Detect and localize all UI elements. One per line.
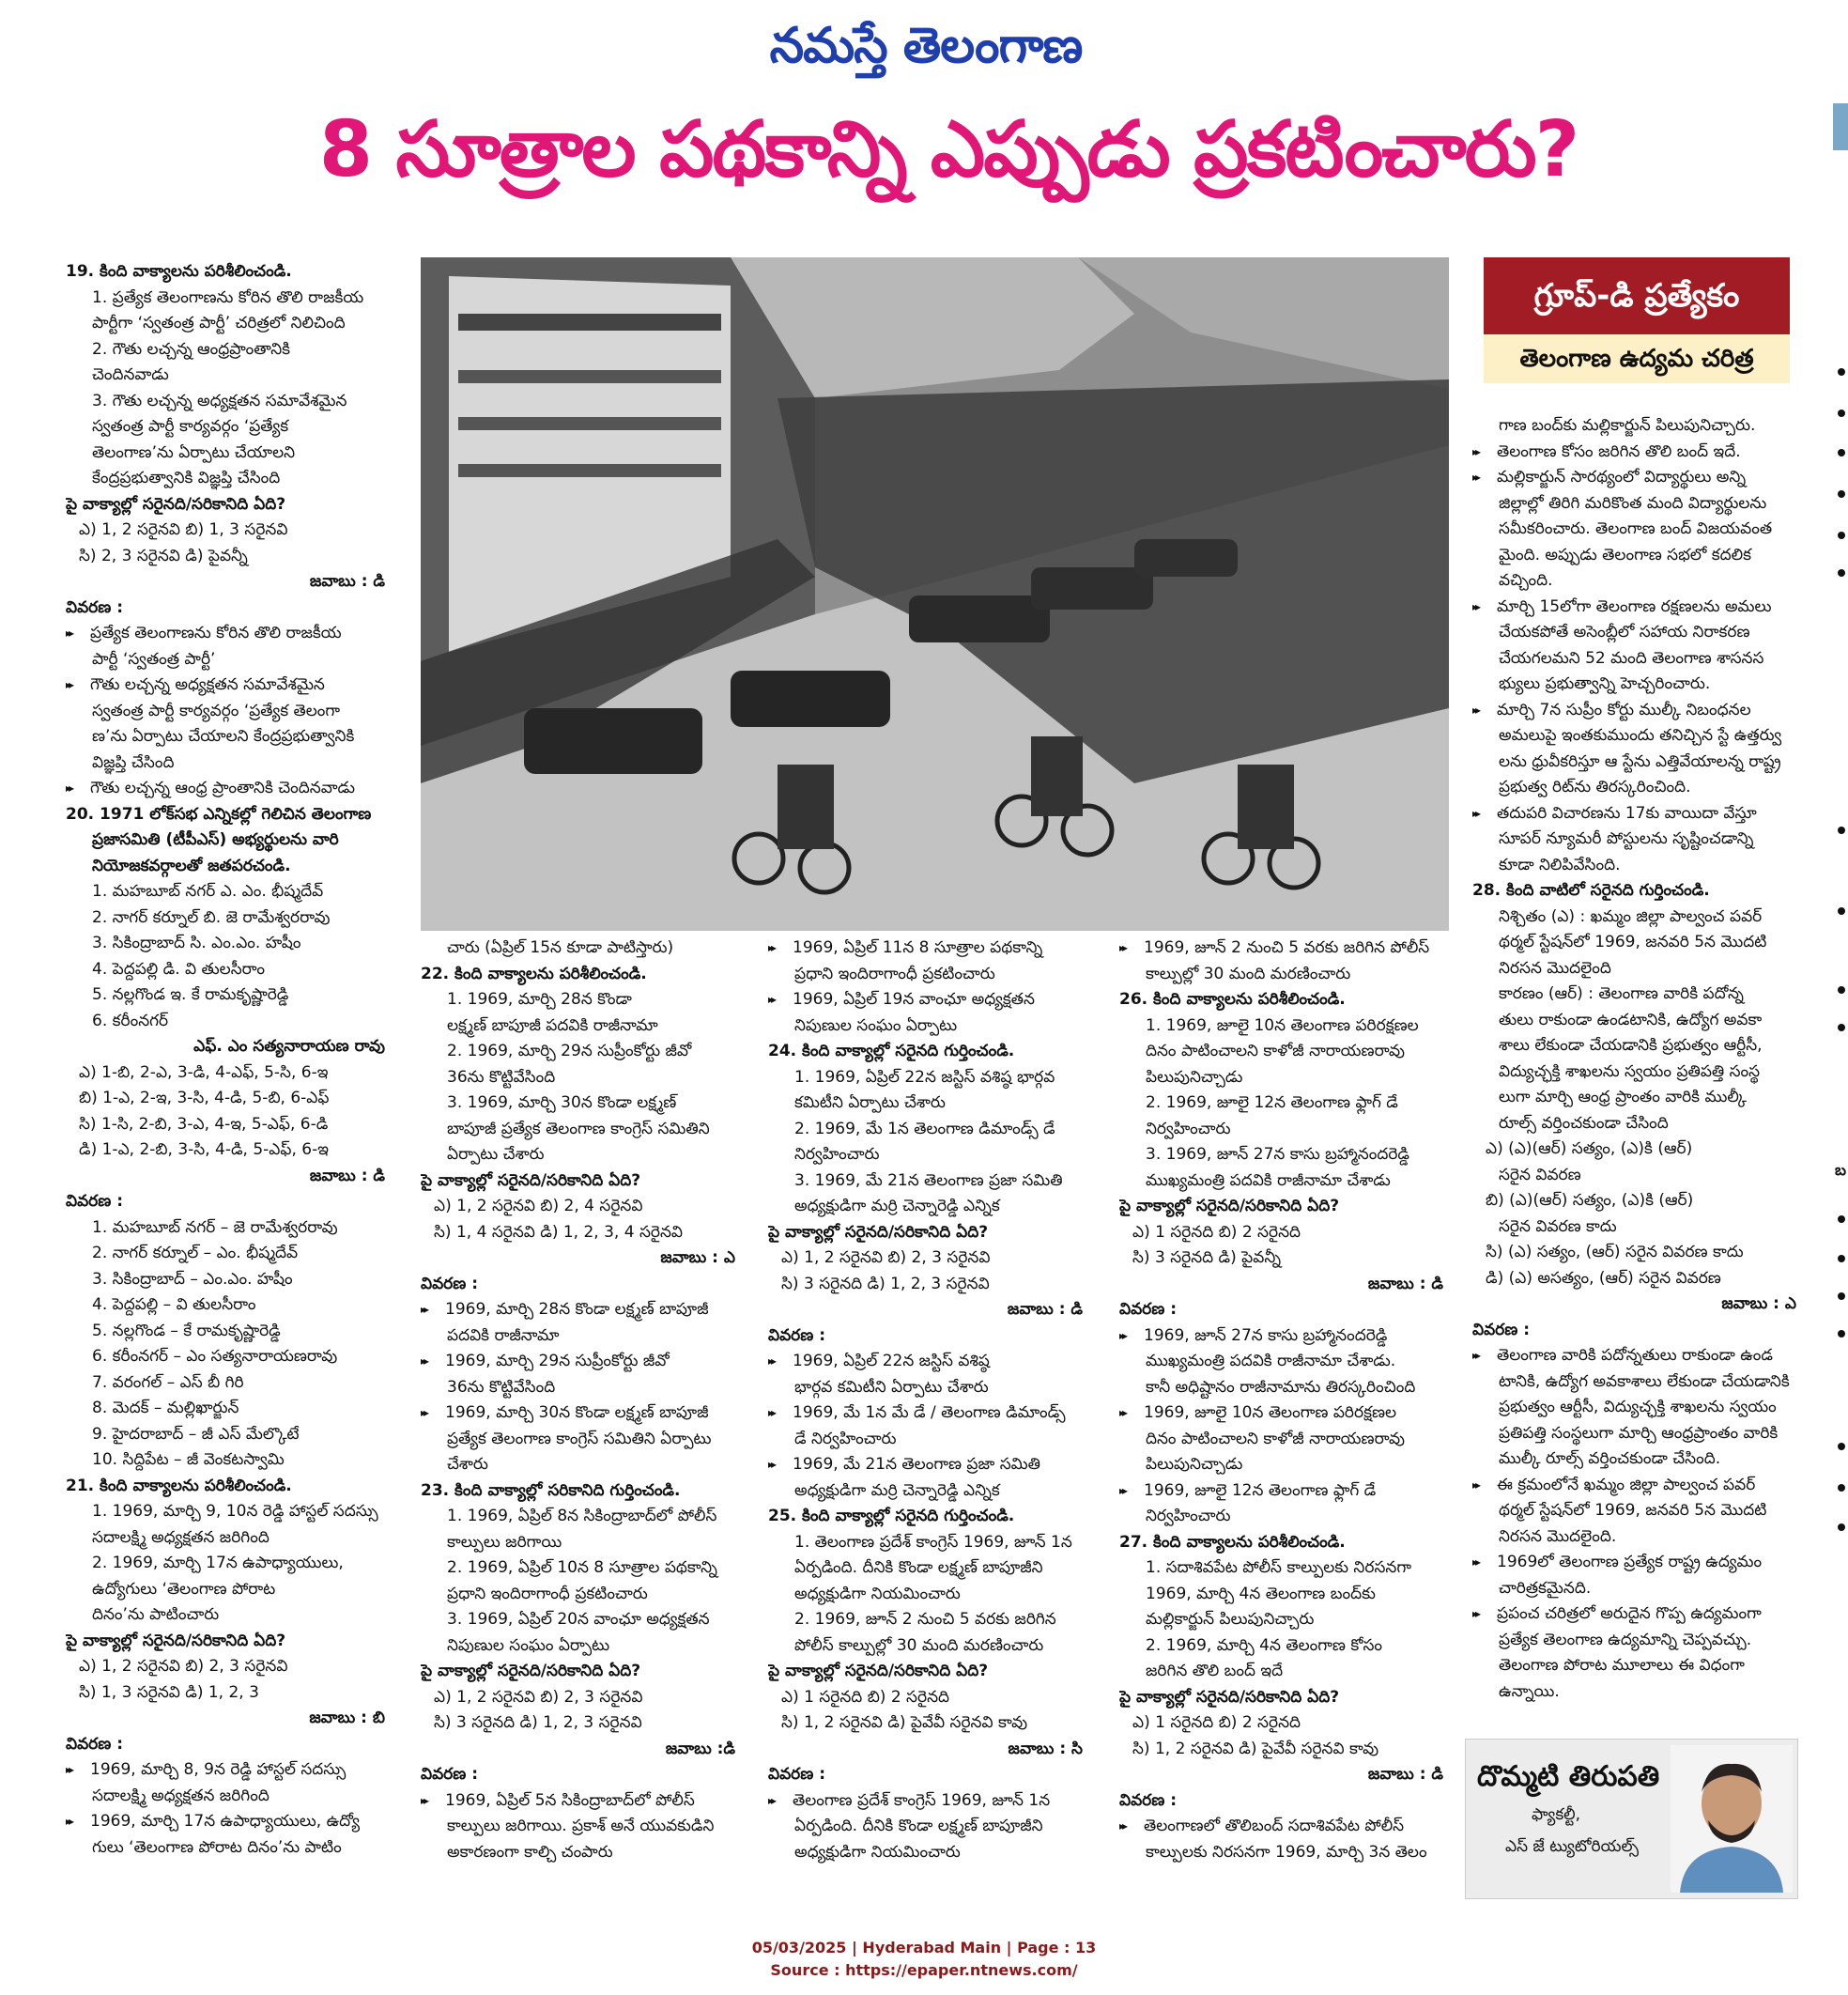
text-line: కాల్పుల్లో 30 మంది మరణించారు	[1146, 964, 1351, 983]
text-line: చెందినవాడు	[92, 365, 169, 384]
text-line: ప్రధాని ఇందిరాగాంధీ ప్రకటించారు	[794, 964, 995, 983]
text-line: ▸▸ గౌతు లచ్చన్న ఆంధ్ర ప్రాంతానికి చెందినవాడు	[66, 776, 394, 802]
text-line: ▸▸ 1969, జూన్‌ 27న కాసు బ్రహ్మానందరెడ్డి	[1119, 1323, 1453, 1350]
text-line: నిరసన మొదలైంది.	[1499, 1526, 1617, 1546]
text-line: ▸▸ 1969, మార్చి 8, 9న రెడ్డి హాస్టల్‌ సదస్సు	[66, 1757, 394, 1784]
text-line: అమలుపై ఇంతకుముందు తనిచ్చిన స్టే ఉత్తర్వు	[1499, 726, 1782, 745]
text-line: వివరణ :	[66, 1192, 124, 1211]
text-line: నిర్వహించారు	[1146, 1507, 1231, 1525]
footer-date-edition: 05/03/2025 | Hyderabad Main | Page : 13	[751, 1939, 1097, 1956]
text-line: 2. గౌతు లచ్చన్న ఆంధ్రప్రాంతానికి	[92, 339, 291, 359]
author-institute: ఎస్‌ జే ట్యుటోరియల్స్‌	[1505, 1837, 1640, 1856]
footer-source: Source : https://epaper.ntnews.com/	[770, 1961, 1078, 1979]
text-line: జిల్లాల్లో తిరిగి మరికొంత మంది విద్యార్థులను	[1499, 493, 1767, 513]
text-line: సి) 1, 2 సరైనవి డి) పైవేవీ సరైనవి కావు	[1132, 1739, 1379, 1758]
text-line: పై వాక్యాల్లో సరైనది/సరికానిది ఏది?	[768, 1222, 989, 1242]
text-line: విద్యుచ్ఛక్తి శాఖలను స్వయం ప్రతిపత్తి సంస్థ	[1499, 1061, 1761, 1081]
text-line: జవాబు : ఎ	[1721, 1294, 1796, 1313]
edge-bullet	[1838, 1523, 1845, 1531]
text-line: ▸▸ ప్రపంచ చరిత్రలో అరుదైన గొప్ప ఉద్యమంగా	[1472, 1601, 1806, 1628]
text-line: 5. నల్లగొండ ఇ. కే రామకృష్ణారెడ్డి	[92, 985, 289, 1004]
text-line: పోలీస్‌ కాల్పుల్లో 30 మంది మరణించారు	[794, 1635, 1044, 1655]
text-line: విజ్ఞప్తి చేసింది	[92, 752, 175, 772]
text-line: అధ్యక్షుడిగా నియమించారు	[794, 1842, 961, 1862]
text-line: 5. నల్లగొండ – కే రామకృష్ణారెడ్డి	[92, 1321, 281, 1340]
text-line: ▸▸ 1969, మార్చి 30న కొండా లక్ష్మణ్‌ బాపూజీ	[421, 1400, 745, 1427]
text-line: జరిగిన తొలి బంద్‌ ఇదే	[1146, 1662, 1284, 1680]
text-line: ▸▸ 1969, ఏప్రిల్‌ 19న వాంఛూ అధ్యక్షతన	[768, 987, 1092, 1013]
edge-bullet	[1838, 1443, 1845, 1450]
edge-bullet	[1838, 490, 1845, 498]
text-line: ముల్కీ రూల్స్‌ వర్తించకుండా చేసింది.	[1499, 1449, 1721, 1468]
text-line: 1. తెలంగాణ ప్రదేశ్‌ కాంగ్రెస్‌ 1969, జూన్‌ 1న	[794, 1532, 1072, 1552]
text-line: చేశారు	[447, 1455, 488, 1474]
text-line: జవాబు : డి	[309, 1166, 385, 1185]
text-line: జవాబు : సి	[1008, 1739, 1083, 1758]
text-line: 3. సికింద్రాబాద్‌ సి. ఎం.ఎం. హషీం	[92, 934, 301, 952]
column-1	[66, 259, 394, 1861]
text-line: అధ్యక్షుడిగా మర్రి చెన్నారెడ్డి ఎన్నిక	[794, 1480, 1000, 1500]
text-line: ఉన్నాయి.	[1499, 1681, 1560, 1701]
author-box	[1465, 1739, 1798, 1899]
text-line: కానీ అధిష్టానం రాజీనామాను తిరస్కరించింది	[1146, 1377, 1416, 1397]
text-line: నిపుణుల సంఘం ఏర్పాటు	[447, 1635, 610, 1655]
page-footer	[0, 1937, 1848, 1982]
edge-bullet	[1838, 569, 1845, 577]
text-line: ప్రత్యేక తెలంగాణ ఉద్యమాన్ని చెప్పవచ్చు.	[1499, 1630, 1752, 1649]
text-line: దినం పాటించాలని కాళోజీ నారాయణరావు	[1146, 1042, 1405, 1060]
text-line: ▸▸ 1969, జూలై 10న తెలంగాణ పరిరక్షణల	[1119, 1400, 1453, 1427]
edge-bullet	[1838, 410, 1845, 417]
text-line: ఎఫ్‌. ఎం సత్యనారాయణ రావు	[193, 1037, 385, 1056]
text-line: 3. గౌతు లచ్చన్న అధ్యక్షతన సమావేశమైన	[92, 391, 347, 410]
text-line: ఏర్పడింది. దీనికి కొండా లక్ష్మణ్‌ బాపూజీని	[794, 1558, 1043, 1577]
text-line: సి) 2, 3 సరైనవి డి) పైవన్నీ	[79, 546, 248, 565]
text-line: 2. 1969, జూన్‌ 2 నుంచి 5 వరకు జరిగిన	[794, 1610, 1056, 1629]
text-line: 1. ప్రత్యేక తెలంగాణను కోరిన తొలి రాజకీయ	[92, 287, 364, 307]
text-line: ఎ) (ఎ)(ఆర్‌) సత్యం, (ఎ)కి (ఆర్‌)	[1486, 1139, 1693, 1158]
text-line: మైంది. అప్పుడు తెలంగాణ సభలో కదలిక	[1499, 545, 1751, 564]
text-line: సి) (ఎ) సత్యం, (ఆర్‌) సరైన వివరణ కాదు	[1486, 1243, 1744, 1261]
text-line: దినం పాటించాలని కాళోజీ నారాయణరావు	[1146, 1429, 1405, 1448]
text-line: ఉద్యోగులు ‘తెలంగాణ పోరాట	[92, 1579, 276, 1599]
text-line: చేయకపోతే అసెంబ్లీలో సహాయ నిరాకరణ	[1499, 623, 1750, 642]
text-line: 1. 1969, మార్చి 28న కొండా	[447, 990, 632, 1009]
text-line: జవాబు : డి	[1367, 1274, 1443, 1293]
text-line: చేయగలమని 52 మంది తెలంగాణ శాసనస	[1499, 648, 1764, 668]
text-line: వివరణ :	[421, 1274, 479, 1293]
text-line: 2. నాగర్‌ కర్నూల్‌ బి. జె రామేశ్వరరావు	[92, 907, 331, 927]
text-line: నిరసన మొదలైంది	[1499, 958, 1611, 978]
text-line: 1. 1969, ఏప్రిల్‌ 8న సికింద్రాబాద్‌లో పోలీస్‌	[447, 1507, 717, 1525]
edge-bullet	[1838, 1330, 1845, 1338]
text-line: 1969, మార్చి 4న తెలంగాణ బంద్‌కు	[1146, 1584, 1376, 1603]
text-line: ఎ) 1, 2 సరైనవి బి) 1, 3 సరైనవి	[79, 520, 288, 539]
text-line: నిర్వహించారు	[794, 1145, 880, 1164]
text-line: ఎ) 1 సరైనది బి) 2 సరైనది	[1132, 1222, 1301, 1242]
text-line: కాల్పులు జరిగాయి. ప్రకాశ్‌ అనే యువకుడిని	[447, 1817, 715, 1835]
text-line: బి) (ఎ)(ఆర్‌) సత్యం, (ఎ)కి (ఆర్‌)	[1486, 1191, 1694, 1210]
text-line: పిలుపునిచ్చాడు	[1146, 1067, 1243, 1087]
text-line: నిపుణుల సంఘం ఏర్పాటు	[794, 1015, 958, 1035]
text-line: 2. 1969, మార్చి 29న సుప్రీంకోర్టు జీవో	[447, 1042, 692, 1060]
text-line: ▸▸ 1969, జూన్‌ 2 నుంచి 5 వరకు జరిగిన పోలీస్‌	[1119, 936, 1453, 962]
text-line: జవాబు : డి	[1367, 1765, 1443, 1784]
text-line: ▸▸ తెలంగాణ కోసం జరిగిన తొలి బంద్‌ ఇదే.	[1472, 440, 1806, 466]
text-line: సి) 3 సరైనది డి) 1, 2, 3 సరైనవి	[781, 1274, 990, 1293]
text-line: ▸▸ మార్చి 15లోగా తెలంగాణ రక్షణలను అమలు	[1472, 595, 1806, 621]
text-line: డి) 1-ఎ, 2-బి, 3-సి, 4-డి, 5-ఎఫ్‌, 6-ఇ	[79, 1140, 329, 1159]
text-line: వివరణ :	[768, 1325, 826, 1345]
text-line: పార్టీగా ‘స్వతంత్ర పార్టీ’ చరిత్రలో నిలిచింది	[92, 314, 346, 332]
text-line: బాపూజీ ప్రత్యేక తెలంగాణ కాంగ్రెస్‌ సమితిని	[447, 1119, 710, 1138]
text-line: భ్యులు ప్రభుత్వాన్ని హెచ్చరించారు.	[1499, 674, 1711, 693]
text-line: ▸▸ తెలంగాణ ప్రదేశ్‌ కాంగ్రెస్‌ 1969, జూన్‌ 1న	[768, 1788, 1092, 1815]
text-line: పిలుపునిచ్చాడు	[1146, 1455, 1243, 1474]
text-line: శాలు లేకుండా చేయడానికి ప్రభుత్వం ఆర్టీసీ,	[1499, 1036, 1763, 1055]
text-line: ▸▸ 1969, మార్చి 29న సుప్రీంకోర్టు జీవో	[421, 1349, 745, 1375]
text-line: 23. కింది వాక్యాల్లో సరికానిది గుర్తించండి.	[421, 1480, 681, 1500]
text-line: 21. కింది వాక్యాలను పరిశీలించండి.	[66, 1476, 292, 1495]
text-line: ▸▸ మార్చి 7న సుప్రీం కోర్టు ముల్కీ నిబంధనల	[1472, 698, 1806, 724]
text-line: 1. మహబూబ్‌ నగర్‌ ఎ. ఎం. భీష్మదేవ్‌	[92, 882, 324, 901]
text-line: కమిటీని ఏర్పాటు చేశారు	[794, 1093, 946, 1112]
edge-bullet	[1838, 449, 1845, 456]
text-line: ఎ) 1 సరైనది బి) 2 సరైనది	[781, 1687, 950, 1707]
edge-text-fragment: బ	[1835, 1161, 1847, 1179]
text-line: చారు (ఏప్రిల్‌ 15న కూడా పాటిస్తారు)	[447, 938, 674, 957]
text-line: జవాబు :డి	[665, 1739, 735, 1758]
text-line: డే నిర్వహించారు	[794, 1429, 897, 1448]
text-line: సమీకరించారు. తెలంగాణ బంద్‌ విజయవంత	[1499, 519, 1773, 538]
text-line: 9. హైదరాబాద్‌ – జీ ఎస్‌ మేల్కొటే	[92, 1424, 300, 1444]
author-role: ఫ్యాకల్టీ,	[1532, 1805, 1581, 1824]
text-line: పై వాక్యాల్లో సరైనది/సరికానిది ఏది?	[1119, 1687, 1340, 1707]
edge-bullet	[1838, 1484, 1845, 1492]
edge-bullet	[1838, 1215, 1845, 1223]
text-line: 19. కింది వాక్యాలను పరిశీలించండి.	[66, 262, 292, 281]
author-photo	[1671, 1745, 1793, 1893]
text-line: 27. కింది వాక్యాలను పరిశీలించండి.	[1119, 1532, 1346, 1552]
edge-bullet	[1838, 986, 1845, 994]
text-line: పార్టీ ‘స్వతంత్ర పార్టీ’	[92, 649, 216, 669]
text-line: 36ను కొట్టివేసింది	[447, 1377, 556, 1397]
text-line: గులు ‘తెలంగాణ పోరాట దినం’ను పాటిం	[92, 1837, 342, 1857]
text-line: 2. 1969, మే 1న తెలంగాణ డిమాండ్స్‌ డే	[794, 1119, 1055, 1138]
text-line: మల్లికార్జున్‌ పిలుపునిచ్చారు	[1146, 1610, 1315, 1629]
historical-photo	[421, 257, 1449, 931]
text-line: కూడా నిలిపివేసింది.	[1499, 855, 1621, 874]
text-line: అధ్యక్షుడిగా నియమించారు	[794, 1584, 961, 1603]
text-line: భార్గవ కమిటీని ఏర్పాటు చేశారు	[794, 1377, 989, 1397]
masthead-logo: నమస్తే తెలంగాణ	[769, 17, 1083, 74]
text-line: వచ్చింది.	[1499, 571, 1553, 590]
text-line: 7. వరంగల్‌ – ఎస్‌ బీ గిరి	[92, 1372, 244, 1392]
text-line: స్వతంత్ర పార్టీ కార్యవర్గం ‘ప్రత్యేక	[92, 417, 289, 436]
text-line: ▸▸ 1969, ఏప్రిల్‌ 22న జస్టిస్‌ వశిష్ఠ	[768, 1349, 1092, 1375]
text-line: దినం’ను పాటించారు	[92, 1605, 220, 1624]
text-line: ▸▸ ప్రత్యేక తెలంగాణను కోరిన తొలి రాజకీయ	[66, 621, 394, 647]
text-line: 3. 1969, ఏప్రిల్‌ 20న వాంఛూ అధ్యక్షతన	[447, 1610, 710, 1629]
text-line: లుగా మార్చి ఆంధ్ర ప్రాంతం వారికి ముల్కీ	[1499, 1088, 1747, 1106]
text-line: వివరణ :	[1119, 1300, 1178, 1319]
text-line: 1. మహబూబ్‌ నగర్‌ – జె రామేశ్వరరావు	[92, 1217, 338, 1237]
text-line: 2. 1969, ఏప్రిల్‌ 10న 8 సూత్రాల పథకాన్ని	[447, 1558, 717, 1577]
text-line: థర్మల్‌ స్టేషన్‌లో 1969, జనవరి 5న మొదటి	[1499, 933, 1767, 951]
text-line: ఎ) 1, 2 సరైనవి బి) 2, 3 సరైనవి	[434, 1687, 643, 1707]
text-line: జవాబు : డి	[1007, 1300, 1083, 1319]
text-line: ప్రభుత్వ రిట్‌ను తిరస్కరించింది.	[1499, 778, 1691, 796]
text-line: ప్రత్యేక తెలంగాణ కాంగ్రెస్‌ సమితిని ఏర్పాటు	[447, 1429, 712, 1448]
text-line: అకారణంగా కాల్చి చంపారు	[447, 1842, 613, 1862]
text-line: ఎ) 1, 2 సరైనవి బి) 2, 4 సరైనవి	[434, 1197, 643, 1215]
text-line: జవాబు : డి	[309, 572, 385, 591]
text-line: ప్రభుత్వం ఆర్టీసీ, విద్యుచ్ఛక్తి శాఖలను స్వయం	[1499, 1398, 1777, 1416]
text-line: 1. 1969, మార్చి 9, 10న రెడ్డి హాస్టల్‌ సదస్సు	[92, 1502, 378, 1521]
text-line: లక్ష్మణ్‌ బాపూజీ పదవికి రాజీనామా	[447, 1015, 658, 1035]
text-line: వివరణ :	[66, 597, 124, 617]
group-d-badge	[1484, 257, 1790, 383]
text-line: ▸▸ 1969, ఏప్రిల్‌ 11న 8 సూత్రాల పథకాన్ని	[768, 936, 1092, 962]
text-line: 3. సికింద్రాబాద్‌ – ఎం.ఎం. హషీం	[92, 1269, 293, 1289]
text-line: ఎ) 1-బి, 2-ఎ, 3-డి, 4-ఎఫ్‌, 5-సి, 6-ఇ	[79, 1062, 329, 1082]
text-line: ▸▸ 1969, జూలై 12న తెలంగాణ ఫ్లాగ్‌ డే	[1119, 1478, 1453, 1505]
text-line: 4. పెద్దపల్లి – వి తులసీరాం	[92, 1295, 256, 1314]
edge-image-fragment	[1833, 103, 1848, 150]
text-line: ▸▸ మల్లికార్జున్‌ సారథ్యంలో విద్యార్థులు అన్ని	[1472, 465, 1806, 491]
column-5	[1472, 413, 1806, 1705]
text-line: పై వాక్యాల్లో సరైనది/సరికానిది ఏది?	[768, 1662, 989, 1680]
text-line: 2. 1969, మార్చి 4న తెలంగాణ కోసం	[1146, 1635, 1383, 1655]
text-line: కాల్పులకు నిరసనగా 1969, మార్చి 3న తెలం	[1146, 1842, 1427, 1862]
text-line: 20. 1971 లోక్‌సభ ఎన్నికల్లో గెలిచిన తెలంగాణ	[66, 804, 372, 824]
text-line: ▸▸ 1969, మే 1న మే డే / తెలంగాణ డిమాండ్స్‌	[768, 1400, 1092, 1427]
text-line: 4. పెద్దపల్లి డి. వి తులసీరాం	[92, 959, 265, 979]
text-line: 3. 1969, మే 21న తెలంగాణ ప్రజా సమితి	[794, 1170, 1063, 1190]
text-line: సదాలక్ష్మి అధ్యక్షతన జరిగింది	[92, 1786, 270, 1805]
text-line: 26. కింది వాక్యాలను పరిశీలించండి.	[1119, 990, 1346, 1009]
text-line: సి) 3 సరైనది డి) 1, 2, 3 సరైనవి	[434, 1713, 642, 1732]
text-line: 6. కరీంనగర్‌ – ఎం సత్యనారాయణరావు	[92, 1347, 338, 1366]
text-line: తెలంగాణ పోరాట మూలాలు ఈ విధంగా	[1499, 1656, 1745, 1675]
text-line: డి) (ఎ) అసత్యం, (ఆర్‌) సరైన వివరణ	[1486, 1268, 1721, 1288]
edge-bullet	[1838, 1024, 1845, 1031]
text-line: లను ధ్రువీకరిస్తూ ఆ స్టేను ఎత్తివేయాలన్న రాష్ట్ర	[1499, 751, 1781, 771]
text-line: వివరణ :	[768, 1765, 826, 1784]
text-line: 2. 1969, జూలై 12న తెలంగాణ ఫ్లాగ్‌ డే	[1146, 1093, 1398, 1112]
text-line: థర్మల్‌ స్టేషన్‌లో 1969, జనవరి 5న మొదటి	[1499, 1501, 1767, 1520]
text-line: 28. కింది వాటిలో సరైనది గుర్తించండి.	[1472, 881, 1710, 900]
text-line: 3. 1969, మార్చి 30న కొండా లక్ష్మణ్‌	[447, 1093, 677, 1112]
text-line: ప్రజాసమితి (టీపీఎస్‌) అభ్యర్థులను వారి	[92, 830, 339, 849]
text-line: వివరణ :	[421, 1765, 479, 1784]
text-line: గాణ బంద్‌కు మల్లికార్జున్‌ పిలుపునిచ్చారు.	[1499, 416, 1756, 435]
text-line: 24. కింది వాక్యాల్లో సరైనది గుర్తించండి.	[768, 1042, 1015, 1060]
edge-bullet	[1838, 827, 1845, 834]
badge-subtitle: తెలంగాణ ఉద్యమ చరిత్ర	[1484, 334, 1790, 383]
text-line: 6. కరీంనగర్‌	[92, 1011, 169, 1030]
text-line: నిర్వహించారు	[1146, 1119, 1231, 1138]
text-line: 2. నాగర్‌ కర్నూల్‌ – ఎం. భీష్మదేవ్‌	[92, 1244, 299, 1262]
text-line: ▸▸ 1969, ఏప్రిల్‌ 5న సికింద్రాబాద్‌లో పోలీస్‌	[421, 1788, 745, 1815]
text-line: తెలంగాణ’ను ఏర్పాటు చేయాలని	[92, 442, 296, 462]
text-line: ▸▸ తెలంగాణలో తొలిబంద్‌ సదాశివపేట పోలీస్‌	[1119, 1814, 1453, 1840]
text-line: అధ్యక్షుడిగా మర్రి చెన్నారెడ్డి ఎన్నిక	[794, 1197, 1000, 1215]
text-line: సూపర్‌ న్యూమరీ పోస్టులను సృష్టించడాన్ని	[1499, 829, 1754, 848]
text-line: 22. కింది వాక్యాలను పరిశీలించండి.	[421, 964, 647, 983]
edge-bullet	[1838, 1255, 1845, 1262]
text-line: ▸▸ తదుపరి విచారణను 17కు వాయిదా వేస్తూ	[1472, 801, 1806, 827]
text-line: ణ’ను ఏర్పాటు చేయాలని కేంద్రప్రభుత్వానికి	[92, 727, 355, 746]
text-line: ▸▸ 1969, మార్చి 17న ఉపాధ్యాయులు, ఉద్యో	[66, 1809, 394, 1835]
text-line: తులు రాకుండా ఉండటానికి, ఉద్యోగ అవకా	[1499, 1010, 1763, 1029]
text-line: రూల్స్‌ వర్తించకుండా చేసింది	[1499, 1113, 1669, 1133]
text-line: ముఖ్యమంత్రి పదవికి రాజీనామా చేశాడు	[1146, 1170, 1391, 1190]
text-line: ▸▸ 1969, మార్చి 28న కొండా లక్ష్మణ్‌ బాపూజీ	[421, 1297, 745, 1323]
text-line: పై వాక్యాల్లో సరైనది/సరికానిది ఏది?	[66, 1631, 286, 1650]
author-name: దొమ్మటి తిరుపతి	[1477, 1760, 1660, 1793]
text-line: 1. 1969, ఏప్రిల్‌ 22న జస్టిస్‌ వశిష్ఠ భార్గవ	[794, 1067, 1055, 1087]
text-line: ప్రధాని ఇందిరాగాంధీ ప్రకటించారు	[447, 1584, 648, 1603]
text-line: టానికి, ఉద్యోగ అవకాశాలు లేకుండా చేయడానికి	[1499, 1371, 1790, 1391]
text-line: సదాలక్ష్మి అధ్యక్షతన జరిగింది	[92, 1527, 270, 1547]
text-line: సి) 1, 2 సరైనవి డి) పైవేవీ సరైనవి కావు	[781, 1713, 1028, 1732]
text-line: స్వతంత్ర పార్టీ కార్యవర్గం ‘ప్రత్యేక తెలంగా	[92, 701, 341, 720]
text-line: బి) 1-ఎ, 2-ఇ, 3-సి, 4-డి, 5-బి, 6-ఎఫ్‌	[79, 1089, 330, 1107]
text-line: ముఖ్యమంత్రి పదవికి రాజీనామా చేశాడు.	[1146, 1352, 1396, 1370]
text-line: ▸▸ గౌతు లచ్చన్న అధ్యక్షతన సమావేశమైన	[66, 673, 394, 699]
text-line: పై వాక్యాల్లో సరైనది/సరికానిది ఏది?	[421, 1662, 641, 1680]
text-line: జవాబు : బి	[309, 1709, 385, 1727]
edge-bullet	[1838, 532, 1845, 539]
text-line: చారిత్రకమైనది.	[1499, 1578, 1592, 1598]
text-line: 25. కింది వాక్యాల్లో సరైనది గుర్తించండి.	[768, 1507, 1015, 1525]
text-line: సి) 1, 3 సరైనవి డి) 1, 2, 3	[79, 1682, 259, 1702]
text-line: వివరణ :	[66, 1734, 124, 1754]
text-line: ఎ) 1, 2 సరైనవి బి) 2, 3 సరైనవి	[781, 1248, 991, 1267]
text-line: సరైన వివరణ కాదు	[1499, 1216, 1617, 1236]
text-line: 36ను కొట్టివేసింది	[447, 1067, 556, 1087]
text-line: కేంద్రప్రభుత్వానికి విజ్ఞప్తి చేసింది	[92, 469, 281, 487]
text-line: నియోజకవర్గాలతో జతపరచండి.	[92, 856, 291, 875]
text-line: పై వాక్యాల్లో సరైనది/సరికానిది ఏది?	[66, 494, 286, 514]
text-line: ఎ) 1 సరైనది బి) 2 సరైనది	[1132, 1713, 1301, 1732]
text-line: నిశ్చితం (ఎ) : ఖమ్మం జిల్లా పాల్వంచ పవర్‌	[1499, 906, 1763, 926]
edge-strip	[1833, 0, 1848, 1995]
edge-bullet	[1838, 1292, 1845, 1300]
text-line: జవాబు : ఎ	[660, 1248, 735, 1267]
text-line: ఏర్పాటు చేశారు	[447, 1145, 545, 1164]
edge-bullet	[1838, 368, 1845, 376]
column-4	[1119, 936, 1453, 1865]
text-line: ▸▸ 1969లో తెలంగాణ ప్రత్యేక రాష్ట్ర ఉద్యమం	[1472, 1550, 1806, 1576]
text-line: వివరణ :	[1119, 1790, 1178, 1810]
text-line: పై వాక్యాల్లో సరైనది/సరికానిది ఏది?	[1119, 1197, 1340, 1215]
text-line: సి) 1-సి, 2-బి, 3-ఎ, 4-ఇ, 5-ఎఫ్‌, 6-డి	[79, 1114, 329, 1134]
text-line: సి) 1, 4 సరైనవి డి) 1, 2, 3, 4 సరైనవి	[434, 1222, 683, 1242]
badge-title: గ్రూప్‌-డి ప్రత్యేకం	[1484, 257, 1790, 334]
text-line: కారణం (ఆర్‌) : తెలంగాణ వారికి పదోన్న	[1499, 984, 1744, 1003]
text-line: 10. సిద్దిపేట – జీ వెంకటస్వామి	[92, 1450, 285, 1469]
column-2	[421, 936, 745, 1865]
headline: 8 సూత్రాల పథకాన్ని ఎప్పుడు ప్రకటించారు?	[318, 105, 1578, 194]
text-line: ▸▸ తెలంగాణ వారికి పదోన్నతులు రాకుండా ఉండ	[1472, 1343, 1806, 1369]
text-line: సి) 3 సరైనది డి) పైవన్నీ	[1132, 1248, 1282, 1267]
text-line: 8. మెదక్‌ – మల్లిఖార్జున్‌	[92, 1399, 239, 1417]
text-line: ఏర్పడింది. దీనికి కొండా లక్ష్మణ్‌ బాపూజీని	[794, 1817, 1043, 1835]
text-line: ప్రతిపత్తి సంస్థలుగా మార్చి ఆంధ్రప్రాంతం వారికి	[1499, 1423, 1779, 1443]
text-line: కాల్పులు జరిగాయి	[447, 1532, 562, 1552]
text-line: 3. 1969, జూన్‌ 27న కాసు బ్రహ్మానందరెడ్డి	[1146, 1145, 1410, 1164]
text-line: ఎ) 1, 2 సరైనవి బి) 2, 3 సరైనవి	[79, 1657, 288, 1676]
text-line: పదవికి రాజీనామా	[447, 1325, 560, 1345]
column-3	[768, 936, 1092, 1865]
text-line: ▸▸ ఈ క్రమంలోనే ఖమ్మం జిల్లా పాల్వంచ పవర్‌	[1472, 1473, 1806, 1499]
text-line: 2. 1969, మార్చి 17న ఉపాధ్యాయులు,	[92, 1554, 344, 1572]
edge-bullet	[1838, 907, 1845, 915]
text-line: పై వాక్యాల్లో సరైనది/సరికానిది ఏది?	[421, 1170, 641, 1190]
text-line: వివరణ :	[1472, 1320, 1531, 1339]
text-line: ▸▸ 1969, మే 21న తెలంగాణ ప్రజా సమితి	[768, 1452, 1092, 1478]
text-line: సరైన వివరణ	[1499, 1165, 1581, 1184]
text-line: 1. 1969, జూలై 10న తెలంగాణ పరిరక్షణల	[1146, 1015, 1419, 1035]
text-line: 1. సదాశివపేట పోలీస్‌ కాల్పులకు నిరసనగా	[1146, 1558, 1411, 1577]
